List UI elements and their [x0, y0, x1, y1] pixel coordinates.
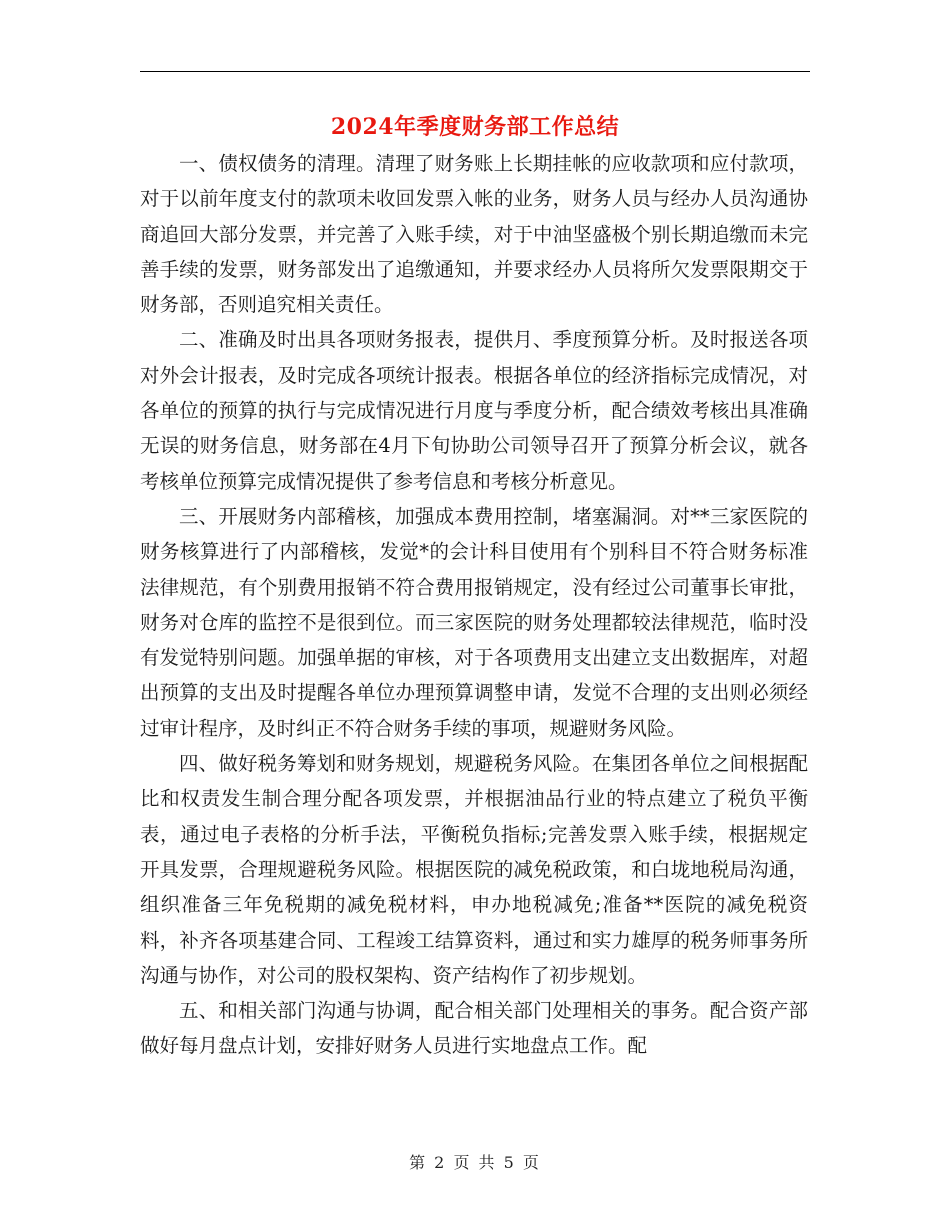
page-number: 第 2 页 共 5 页: [409, 1153, 541, 1172]
paragraph-5: 五、和相关部门沟通与协调，配合相关部门处理相关的事务。配合资产部做好每月盘点计划，安排好财务人员进行实地盘点工作。配: [140, 999, 808, 1058]
paragraph-1: 一、债权债务的清理。清理了财务账上长期挂帐的应收款项和应付款项，对于以前年度支付的款项未收回发票入帐的业务，财务人员与经办人员沟通协商追回大部分发票，并完善了入账手续，对于中油坚盛极个别长期追缴而未完善手续的发票，财务部发出了追缴通知，并要求经办人员将所欠发票限期交于财务部，否则追究相关责任。: [140, 152, 808, 317]
document-body: [140, 146, 808, 1064]
paragraph-2: 二、准确及时出具各项财务报表，提供月、季度预算分析。及时报送各项对外会计报表，及时完成各项统计报表。根据各单位的经济指标完成情况，对各单位的预算的执行与完成情况进行月度与季度分析，配合绩效考核出具准确无误的财务信息，财务部在4月下旬协助公司领导召开了预算分析会议，就各考核单位预算完成情况提供了参考信息和考核分析意见。: [140, 328, 808, 493]
header-rule: [140, 71, 810, 72]
document-title: 2024年季度财务部工作总结: [330, 114, 620, 140]
paragraph-4: 四、做好税务筹划和财务规划，规避税务风险。在集团各单位之间根据配比和权责发生制合理分配各项发票，并根据油品行业的特点建立了税负平衡表，通过电子表格的分析手法，平衡税负指标;完善发票入账手续，根据规定开具发票，合理规避税务风险。根据医院的减免税政策，和白垅地税局沟通，组织准备三年免税期的减免税材料，申办地税减免;准备**医院的减免税资料，补齐各项基建合同、工程竣工结算资料，通过和实力雄厚的税务师事务所沟通与协作，对公司的股权架构、资产结构作了初步规划。: [140, 752, 808, 987]
paragraph-3: 三、开展财务内部稽核，加强成本费用控制，堵塞漏洞。对**三家医院的财务核算进行了内部稽核，发觉*的会计科目使用有个别科目不符合财务标准法律规范，有个别费用报销不符合费用报销规定，没有经过公司董事长审批，财务对仓库的监控不是很到位。而三家医院的财务处理都较法律规范，临时没有发觉特别问题。加强单据的审核，对于各项费用支出建立支出数据库，对超出预算的支出及时提醒各单位办理预算调整申请，发觉不合理的支出则必须经过审计程序，及时纠正不符合财务手续的事项，规避财务风险。: [140, 504, 808, 740]
